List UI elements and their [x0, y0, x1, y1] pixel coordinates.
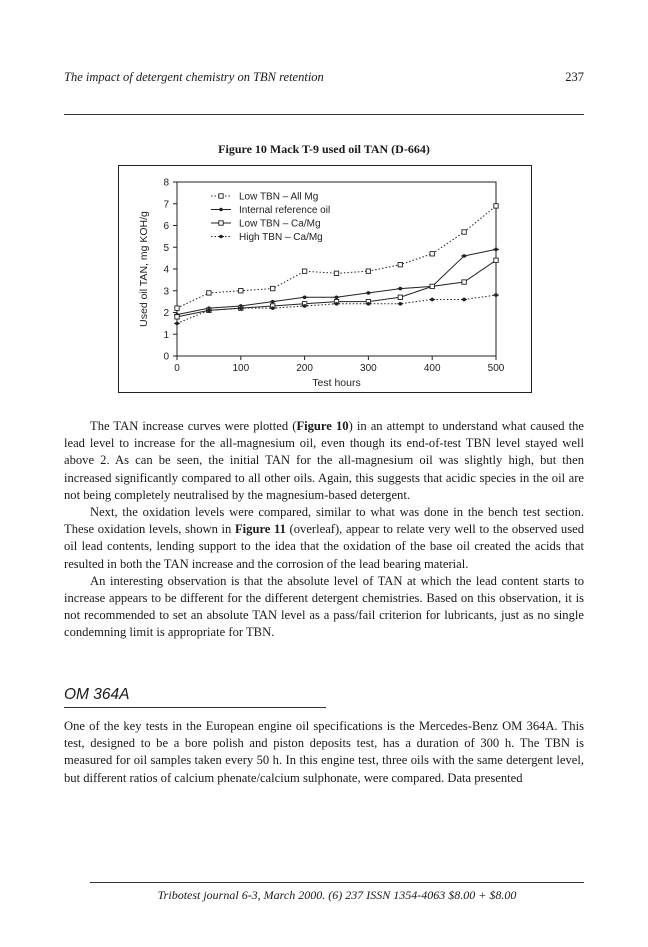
legend-marker-4	[218, 235, 224, 239]
x-tick-label: 0	[174, 363, 180, 374]
paragraph-2: Next, the oxidation levels were compared, similar to what was done in the bench test section. These oxidation levels, shown in Figure 11 (overleaf), appear to relate very well to the observed used oil lead contents, lending support to the idea that the oxidation of the base oil created the acids that resulted in both the TAN increase and the corrosion of the lead bearing material.	[64, 505, 584, 571]
chart-frame	[118, 165, 532, 393]
legend-label-1: Low TBN – All Mg	[239, 191, 319, 203]
body-text-block-2	[64, 718, 584, 787]
legend-label-2: Internal reference oil	[239, 205, 331, 216]
x-tick-label: 200	[296, 363, 313, 374]
x-tick-label: 300	[360, 363, 377, 374]
y-tick-label: 6	[163, 221, 169, 232]
data-point-series-1	[398, 262, 402, 266]
data-point-series-1	[239, 289, 243, 293]
data-point-series-2	[334, 295, 340, 299]
data-point-series-4	[493, 293, 499, 297]
legend-marker-3	[219, 221, 223, 225]
data-point-series-3	[494, 258, 498, 262]
data-point-series-3	[175, 315, 179, 319]
plot-area	[177, 182, 496, 356]
legend-marker-2	[218, 208, 224, 212]
footer-citation: Tribotest journal 6-3, March 2000. (6) 237 ISSN 1354-4063 $8.00 + $8.00	[157, 888, 517, 902]
tan-line-chart	[119, 166, 533, 394]
x-tick-label: 400	[423, 363, 441, 374]
data-point-series-2	[270, 300, 276, 304]
data-point-series-1	[334, 271, 338, 275]
x-tick-label: 100	[232, 363, 250, 374]
legend-label-4: High TBN – Ca/Mg	[239, 232, 323, 243]
paragraph-1: The TAN increase curves were plotted (Figure 10) in an attempt to understand what caused the lead level to increase for the all-magnesium oil, even though its end-of-test TBN level stayed well above 2. As can be seen, the initial TAN for the all-magnesium oil was slightly high, but then increased significantly compared to all other oils. Again, this suggests that acidic species in the oil are not being completely neutralised by the magnesium-based detergent.	[64, 419, 584, 502]
x-tick-label: 500	[487, 363, 505, 374]
page-number: 237	[565, 70, 584, 84]
y-tick-label: 1	[163, 329, 169, 341]
series-line-1	[177, 206, 496, 308]
y-axis-label: Used oil TAN, mg KOH/g	[138, 211, 150, 327]
data-point-series-2	[493, 248, 499, 252]
data-point-series-1	[366, 269, 370, 273]
data-point-series-1	[271, 286, 275, 290]
data-point-series-2	[302, 295, 308, 299]
figure-11-ref: Figure 11	[234, 522, 286, 537]
y-tick-label: 5	[163, 242, 169, 254]
data-point-series-4	[429, 298, 435, 302]
section-rule	[64, 707, 326, 708]
header-rule	[64, 114, 584, 115]
data-point-series-1	[175, 306, 179, 310]
y-tick-label: 8	[163, 177, 169, 189]
y-tick-label: 2	[163, 308, 169, 319]
x-axis-label: Test hours	[312, 377, 361, 389]
running-head	[64, 70, 584, 88]
y-tick-label: 4	[163, 264, 169, 276]
footer-rule	[90, 882, 584, 883]
data-point-series-4	[397, 302, 403, 306]
data-point-series-4	[461, 298, 467, 302]
y-tick-label: 3	[163, 286, 169, 298]
paragraph-4: One of the key tests in the European engine oil specifications is the Mercedes-Benz OM 364A. This test, designed to be a bore polish and piston deposits test, has a duration of 300 h. The TBN is measured for oil samples taken every 50 h. In this engine test, three oils with the same detergent level, but different ratios of calcium phenate/calcium sulphonate, were compared. Data presented	[64, 719, 584, 785]
body-text-block-1	[64, 418, 584, 642]
legend-label-3: Low TBN – Ca/Mg	[239, 218, 321, 230]
data-point-series-4	[174, 322, 180, 326]
y-tick-label: 7	[163, 199, 169, 211]
section-heading: OM 364A	[64, 686, 130, 703]
data-point-series-2	[365, 291, 371, 295]
figure-caption: Figure 10 Mack T-9 used oil TAN (D-664)	[218, 142, 430, 156]
series-line-3	[177, 260, 496, 317]
y-tick-label: 0	[163, 351, 169, 363]
data-point-series-1	[494, 204, 498, 208]
data-point-series-1	[430, 252, 434, 256]
data-point-series-3	[398, 295, 402, 299]
data-point-series-1	[462, 230, 466, 234]
data-point-series-1	[207, 291, 211, 295]
data-point-series-2	[397, 287, 403, 291]
figure-10-ref: Figure 10	[296, 419, 349, 433]
data-point-series-3	[462, 280, 466, 284]
paragraph-3: An interesting observation is that the absolute level of TAN at which the lead content starts to increase appears to be different for the different detergent chemistries. Based on this observation, it is not recommended to set an absolute TAN level as a pass/fail criterion for lubricants, just as no single condemning limit is appropriate for TBN.	[64, 573, 584, 640]
data-point-series-2	[461, 254, 467, 258]
running-title: The impact of detergent chemistry on TBN retention	[64, 70, 324, 84]
data-point-series-3	[430, 284, 434, 288]
data-point-series-1	[302, 269, 306, 273]
legend-marker-1	[219, 194, 223, 198]
